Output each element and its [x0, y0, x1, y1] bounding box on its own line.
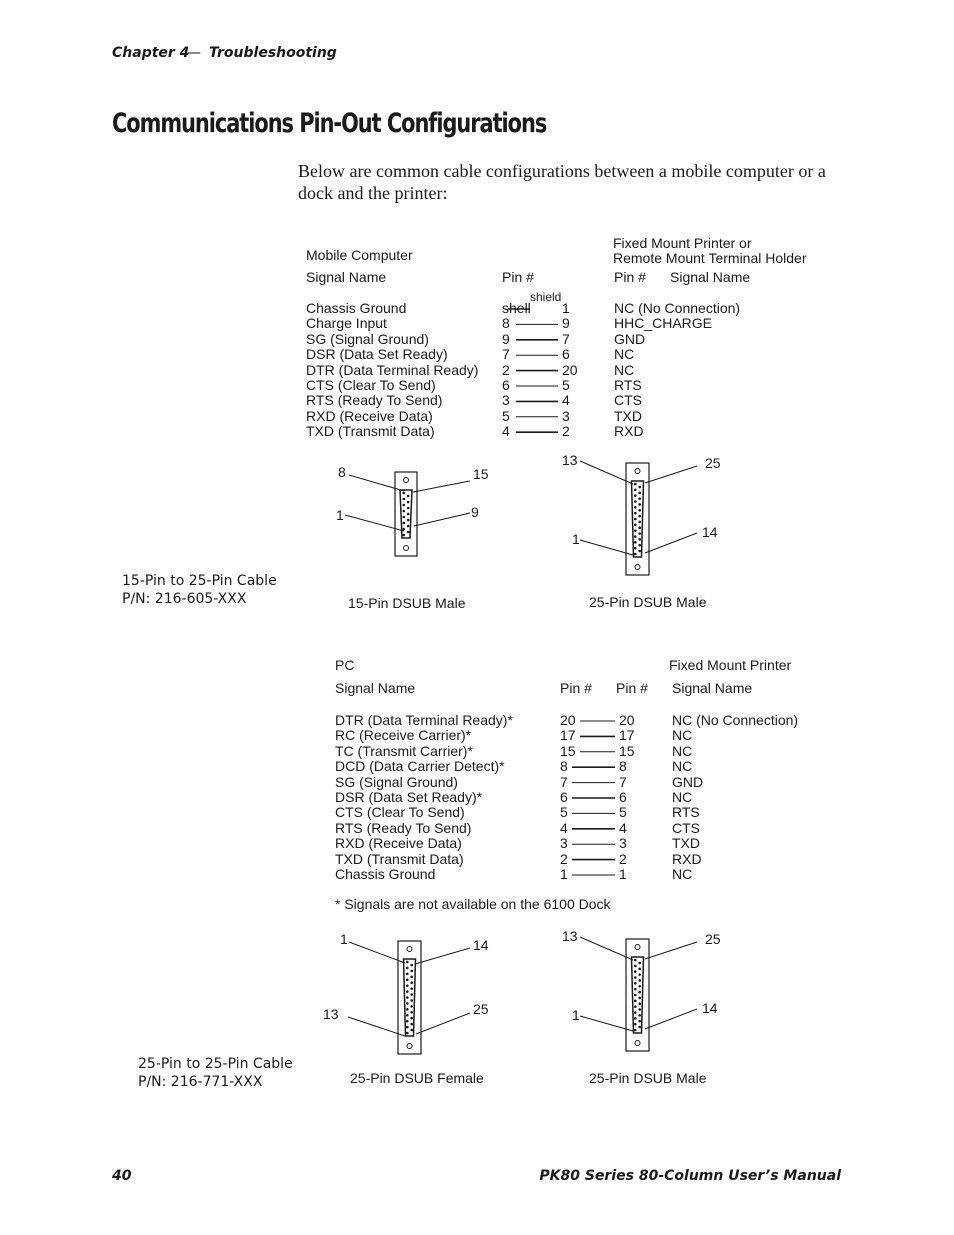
- pin-dot: [403, 522, 406, 525]
- pin-dot: [634, 976, 637, 979]
- pin-number-left: 6: [560, 789, 568, 805]
- pin-dot: [403, 492, 406, 495]
- pin-number-left: 5: [502, 407, 510, 424]
- page-title: Communications Pin-Out Configurations: [112, 108, 547, 139]
- pin-dot: [406, 1002, 409, 1005]
- signal-name-right: RTS: [672, 804, 700, 821]
- connector-face: [404, 959, 416, 1036]
- pin-dot: [634, 965, 637, 968]
- connector-pin-label: 13: [323, 1006, 339, 1022]
- pin-dot: [634, 524, 637, 527]
- connector-pin-label: 8: [338, 464, 346, 480]
- signal-name: TXD (Transmit Data): [335, 850, 464, 867]
- pin-dot: [406, 984, 409, 987]
- connector-pin-label: 25: [705, 455, 721, 471]
- pin-dot: [638, 973, 641, 976]
- pin-dot: [634, 988, 637, 991]
- pin-dot: [406, 996, 409, 999]
- leader-line: [349, 942, 405, 963]
- mounting-hole: [404, 478, 409, 483]
- pin-number-right: 20: [562, 361, 578, 378]
- signal-name: DCD (Data Carrier Detect)*: [335, 758, 505, 775]
- pin-number-right: 7: [562, 330, 570, 347]
- pin-dot: [406, 961, 409, 964]
- pin-dot: [406, 973, 409, 976]
- pin-dot: [634, 1000, 637, 1003]
- mounting-hole: [635, 565, 640, 570]
- pin-dot: [638, 526, 641, 529]
- pin-dot: [638, 497, 641, 500]
- pin-number-left: 7: [502, 346, 510, 363]
- connector-pin-label: 1: [340, 931, 348, 947]
- leader-line: [645, 533, 697, 553]
- pin-dot: [407, 519, 410, 522]
- pin-dot: [407, 507, 410, 510]
- leader-line: [580, 1016, 633, 1031]
- signal-name-right: NC: [614, 346, 635, 363]
- signal-name: TC (Transmit Carrier)*: [335, 742, 473, 759]
- pin-number-left: 5: [560, 804, 568, 821]
- leader-line: [645, 942, 697, 959]
- signal-name: RTS (Ready To Send): [306, 392, 443, 409]
- signal-name-right: CTS: [614, 392, 642, 409]
- pin-dot: [638, 538, 641, 541]
- pin-dot: [406, 990, 409, 993]
- signal-name: RTS (Ready To Send): [335, 819, 472, 836]
- connector-pin-label: 1: [572, 1007, 580, 1023]
- pin-dot: [634, 547, 637, 550]
- shield-label: shield: [530, 290, 562, 304]
- pin-dot: [410, 1017, 413, 1020]
- cable2-name: 25-Pin to 25-Pin Cable: [138, 1056, 293, 1072]
- pin-number-left: 20: [560, 712, 576, 728]
- pin-dot: [634, 982, 637, 985]
- pin-dot: [403, 528, 406, 531]
- signal-name-right: HHC_CHARGE: [614, 315, 713, 332]
- chapter-label: Chapter 4: [112, 45, 190, 61]
- leader-line: [413, 481, 470, 492]
- pin-number-left: 3: [560, 835, 568, 852]
- pin-dot: [638, 515, 641, 518]
- connector-caption: 25-Pin DSUB Male: [589, 1070, 707, 1086]
- pin-number-right: 3: [619, 835, 627, 852]
- pin-number-right: 15: [619, 742, 635, 759]
- pin-dot: [407, 525, 410, 528]
- pin-number-left: 8: [502, 315, 510, 332]
- signal-name-right: RTS: [614, 377, 642, 393]
- signal-name-right: GND: [672, 773, 704, 790]
- pin-dot: [403, 510, 406, 513]
- signal-name: CTS (Clear To Send): [335, 804, 465, 821]
- connector-face: [632, 957, 644, 1033]
- cable1-col-pin-right: Pin #: [614, 269, 646, 285]
- pin-dot: [634, 1011, 637, 1014]
- pin-dot: [406, 1026, 409, 1029]
- cable1-right-heading-2: Remote Mount Terminal Holder: [613, 250, 807, 266]
- signal-name-right: TXD: [672, 835, 700, 852]
- pin-dot: [406, 1014, 409, 1017]
- pin-dot: [638, 1002, 641, 1005]
- pin-dot: [407, 495, 410, 498]
- page-number: 40: [112, 1168, 132, 1184]
- connector-caption: 25-Pin DSUB Female: [350, 1070, 484, 1086]
- signal-name: SG (Signal Ground): [306, 330, 429, 347]
- signal-name-right: NC: [672, 758, 693, 775]
- connector-pin-label: 9: [471, 504, 479, 520]
- pin-dot: [403, 498, 406, 501]
- pin-number-right: 9: [562, 315, 570, 332]
- section-label: Troubleshooting: [209, 45, 337, 61]
- pin-dot: [638, 1026, 641, 1029]
- connector-pin-label: 15: [473, 466, 489, 482]
- cable1-col-signal-left: Signal Name: [306, 269, 387, 285]
- pin-dot: [410, 964, 413, 967]
- pin-dot: [410, 1023, 413, 1026]
- pin-number-left: shell: [502, 300, 531, 316]
- cable1-col-signal-right: Signal Name: [670, 269, 751, 285]
- pin-dot: [410, 1011, 413, 1014]
- pin-dot: [410, 993, 413, 996]
- pin-dot: [406, 1008, 409, 1011]
- connector-pin-label: 1: [336, 507, 344, 523]
- pin-dot: [634, 1005, 637, 1008]
- pin-dot: [634, 970, 637, 973]
- cable1-left-heading: Mobile Computer: [306, 247, 413, 263]
- pin-number-right: 17: [619, 727, 635, 744]
- pin-dot: [634, 529, 637, 532]
- connector-pin-label: 13: [562, 452, 578, 468]
- signal-name: SG (Signal Ground): [335, 773, 458, 790]
- pin-dot: [638, 1020, 641, 1023]
- pin-dot: [634, 494, 637, 497]
- pin-dot: [638, 1008, 641, 1011]
- pin-number-left: 3: [502, 392, 510, 409]
- cable2-col-pin-right: Pin #: [616, 680, 648, 696]
- mounting-hole: [407, 1044, 412, 1049]
- leader-line: [414, 513, 470, 526]
- leader-line: [416, 1013, 470, 1034]
- pin-number-right: 4: [562, 392, 570, 409]
- pin-dot: [410, 999, 413, 1002]
- pin-dot: [638, 997, 641, 1000]
- pin-dot: [638, 550, 641, 553]
- pin-number-right: 2: [562, 423, 570, 440]
- pin-dot: [638, 985, 641, 988]
- pin-number-left: 2: [560, 850, 568, 867]
- pin-number-right: 5: [562, 377, 570, 393]
- signal-name-right: NC (No Connection): [672, 712, 799, 728]
- pin-dot: [638, 503, 641, 506]
- pin-dot: [634, 500, 637, 503]
- pin-number-right: 5: [619, 804, 627, 821]
- signal-name-right: NC: [672, 742, 693, 759]
- pin-dot: [638, 532, 641, 535]
- pin-dot: [410, 970, 413, 973]
- pin-dot: [634, 1023, 637, 1026]
- pin-number-left: 17: [560, 727, 576, 744]
- pin-number-right: 1: [619, 866, 627, 882]
- pin-dot: [406, 1032, 409, 1035]
- pin-dot: [406, 967, 409, 970]
- cable2-left-heading: PC: [335, 657, 355, 673]
- leader-line: [415, 948, 470, 964]
- pin-number-right: 4: [619, 819, 627, 836]
- mounting-hole: [407, 947, 412, 952]
- pin-number-left: 7: [560, 773, 568, 790]
- signal-name-right: NC: [672, 866, 693, 882]
- pin-dot: [638, 509, 641, 512]
- pin-dot: [634, 994, 637, 997]
- mounting-hole: [404, 546, 409, 551]
- connector-pin-label: 25: [705, 931, 721, 947]
- pin-dot: [634, 1017, 637, 1020]
- pin-number-left: 8: [560, 758, 568, 775]
- pin-dot: [406, 978, 409, 981]
- pin-dot: [638, 1014, 641, 1017]
- pin-number-right: 2: [619, 850, 627, 867]
- signal-name-right: RXD: [614, 423, 644, 440]
- pin-dot: [634, 1029, 637, 1032]
- signal-name: Chassis Ground: [335, 866, 436, 882]
- mounting-hole: [635, 469, 640, 474]
- signal-name: RC (Receive Carrier)*: [335, 727, 472, 744]
- leader-line: [645, 1009, 697, 1029]
- pin-dot: [634, 512, 637, 515]
- pin-dot: [407, 513, 410, 516]
- pin-dot: [634, 959, 637, 962]
- signal-name: DSR (Data Set Ready)*: [335, 789, 483, 805]
- leader-line: [348, 1017, 405, 1036]
- pin-dot: [638, 486, 641, 489]
- signal-name-right: CTS: [672, 819, 700, 836]
- signal-name: RXD (Receive Data): [335, 835, 462, 852]
- signal-name: DSR (Data Set Ready): [306, 346, 448, 363]
- pin-dot: [407, 501, 410, 504]
- leader-line: [580, 461, 633, 484]
- pin-dot: [403, 504, 406, 507]
- pin-dot: [634, 489, 637, 492]
- cable1-name: 15-Pin to 25-Pin Cable: [122, 573, 277, 589]
- pin-dot: [410, 1005, 413, 1008]
- pin-dot: [403, 534, 406, 537]
- pin-dot: [410, 981, 413, 984]
- intro-paragraph: Below are common cable configurations between a mobile computer or a dock and the printer:: [298, 161, 826, 203]
- cable1-part-number: P/N: 216-605-XXX: [122, 591, 247, 607]
- pin-dot: [638, 521, 641, 524]
- pin-dot: [410, 987, 413, 990]
- pin-dot: [634, 506, 637, 509]
- connector-pin-label: 25: [473, 1001, 489, 1017]
- pin-dot: [638, 962, 641, 965]
- signal-name-right: GND: [614, 330, 646, 347]
- pin-dot: [638, 979, 641, 982]
- leader-line: [645, 466, 697, 483]
- signal-name: DTR (Data Terminal Ready): [306, 361, 479, 378]
- connector-caption: 15-Pin DSUB Male: [348, 595, 466, 611]
- signal-name: DTR (Data Terminal Ready)*: [335, 712, 513, 728]
- pin-dot: [634, 535, 637, 538]
- pin-number-left: 15: [560, 742, 576, 759]
- cable2-col-pin-left: Pin #: [560, 680, 592, 696]
- pin-dot: [410, 1029, 413, 1032]
- pin-dot: [638, 991, 641, 994]
- pin-number-left: 1: [560, 866, 568, 882]
- pin-dot: [638, 544, 641, 547]
- pin-dot: [634, 518, 637, 521]
- pin-number-right: 8: [619, 758, 627, 775]
- pin-number-right: 7: [619, 773, 627, 790]
- cable2-col-signal-left: Signal Name: [335, 680, 416, 696]
- pin-number-right: 6: [619, 789, 627, 805]
- signal-name: TXD (Transmit Data): [306, 423, 435, 440]
- signal-name-right: NC: [614, 361, 635, 378]
- pin-dot: [410, 976, 413, 979]
- signal-name-right: NC: [672, 727, 693, 744]
- cable2-footnote: * Signals are not available on the 6100 Dock: [335, 896, 611, 912]
- pin-number-right: 3: [562, 407, 570, 424]
- pin-dot: [407, 531, 410, 534]
- cable1-col-pin-left: Pin #: [502, 269, 534, 285]
- signal-name-right: RXD: [672, 850, 702, 867]
- pin-number-left: 6: [502, 377, 510, 393]
- pin-number-left: 4: [502, 423, 510, 440]
- pin-number-right: 6: [562, 346, 570, 363]
- cable2-col-signal-right: Signal Name: [672, 680, 753, 696]
- connector-pin-label: 14: [702, 1000, 718, 1016]
- pin-dot: [634, 541, 637, 544]
- pin-dot: [406, 1020, 409, 1023]
- connector-face: [632, 481, 644, 557]
- signal-name: CTS (Clear To Send): [306, 377, 436, 393]
- mounting-hole: [635, 945, 640, 950]
- pin-number-right: 20: [619, 712, 635, 728]
- pin-number-left: 2: [502, 361, 510, 378]
- pin-dot: [634, 483, 637, 486]
- cable1-right-heading-1: Fixed Mount Printer or: [613, 235, 752, 251]
- signal-name: RXD (Receive Data): [306, 407, 433, 424]
- pin-number-left: 4: [560, 819, 568, 836]
- signal-name-right: NC (No Connection): [614, 300, 741, 316]
- pin-dot: [638, 968, 641, 971]
- connector-pin-label: 13: [562, 928, 578, 944]
- signal-name: Chassis Ground: [306, 300, 407, 316]
- connector-pin-label: 14: [473, 937, 489, 953]
- cable2-part-number: P/N: 216-771-XXX: [138, 1074, 263, 1090]
- header-dash: —: [187, 45, 201, 61]
- connector-pin-label: 1: [572, 531, 580, 547]
- pin-dot: [403, 516, 406, 519]
- manual-title: PK80 Series 80-Column User’s Manual: [539, 1168, 841, 1184]
- leader-line: [580, 937, 633, 960]
- leader-line: [580, 540, 633, 555]
- pin-number-left: 9: [502, 330, 510, 347]
- signal-name-right: NC: [672, 789, 693, 805]
- pin-dot: [638, 492, 641, 495]
- pin-dot: [634, 553, 637, 556]
- connector-pin-label: 14: [702, 524, 718, 540]
- connector-caption: 25-Pin DSUB Male: [589, 594, 707, 610]
- mounting-hole: [635, 1041, 640, 1046]
- signal-name: Charge Input: [306, 315, 387, 332]
- pin-number-right: 1: [562, 300, 570, 316]
- cable2-right-heading: Fixed Mount Printer: [669, 657, 792, 673]
- signal-name-right: TXD: [614, 407, 642, 424]
